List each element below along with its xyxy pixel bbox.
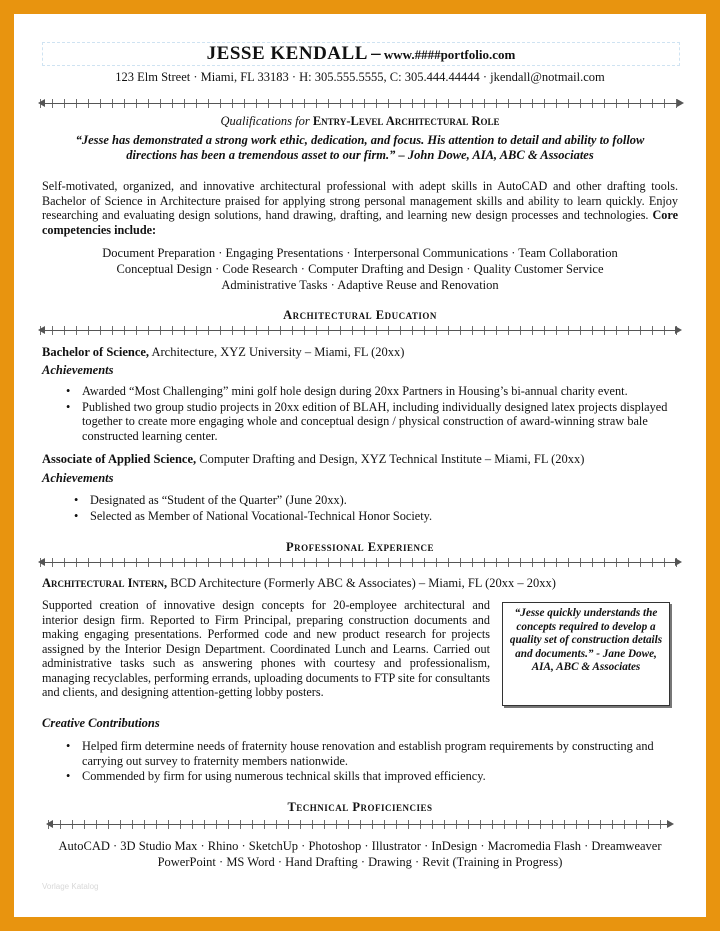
- achievements-label: Achievements: [42, 471, 114, 485]
- watermark: Vorlage Katalog: [42, 882, 99, 891]
- quote-line: directions has been a tremendous asset to our firm.” – John Dowe, AIA, ABC & Associates: [126, 148, 594, 162]
- divider-rule: [40, 558, 680, 567]
- competency-line: Administrative Tasks · Adaptive Reuse and Renovation: [221, 278, 499, 292]
- list-item: • Designated as “Student of the Quarter” (June 20xx).: [70, 493, 670, 508]
- competencies-list: [14, 245, 706, 293]
- technical-heading: Technical Proficiencies: [287, 800, 433, 814]
- list-item: • Helped firm determine needs of fraternity house renovation and establish program requirements by constructing and carrying out survey to fraternity members nationwide.: [62, 739, 672, 768]
- divider-rule: [48, 820, 672, 829]
- summary-text: Self-motivated, organized, and innovative architectural professional with adept skills in AutoCAD and other drafting tools. Bachelor of Science in Architecture praised for applying strong personal management skills and ability to learn quickly. Enjoy researching and evaluating design solutions, hand drawing, drafting, and learning new design processes and technologies.: [42, 179, 678, 222]
- degree-1-details: Architecture, XYZ University – Miami, FL (20xx): [149, 345, 405, 359]
- technical-skills: [14, 838, 706, 870]
- degree-2: [42, 452, 584, 467]
- competency-line: Document Preparation · Engaging Presentations · Interpersonal Communications · Team Collaboration: [102, 246, 618, 260]
- degree-2-achievements: [70, 493, 670, 524]
- qualifications-prefix: Qualifications for: [220, 114, 310, 128]
- core-competencies-label: Core competencies include:: [42, 208, 678, 237]
- job-description: Supported creation of innovative design concepts for 20-employee architectural and interior design firm. Reported to Firm Principal, preparing construction documents and making engaging presentations. Performed code and new product research for projects assigned by the Interior Design Department. Coordinated Lunch and Learns. Carried out administrative tasks such as answering phones with courtesy and professionalism, managing recyclables, performing errands, uploading documents to FTP site for consultants and clients, and designing attention-getting lobby posters.: [42, 598, 490, 699]
- testimonial-box: “Jesse quickly understands the concepts required to develop a quality set of construction details and documents.” - Jane Dowe, AIA, ABC & Associates: [502, 602, 670, 706]
- job-title-line: [42, 576, 556, 591]
- divider-rule: [40, 326, 680, 335]
- list-item: • Awarded “Most Challenging” mini golf hole design during 20xx Partners in Housing’s bi-annual charity event.: [62, 384, 672, 399]
- experience-heading: Professional Experience: [285, 540, 435, 554]
- divider-rule: [40, 99, 682, 108]
- skills-line: PowerPoint · MS Word · Hand Drafting · Drawing · Revit (Training in Progress): [157, 855, 563, 869]
- qualifications-role: Entry-Level Architectural Role: [312, 114, 500, 128]
- degree-2-title: Associate of Applied Science,: [42, 452, 197, 466]
- creative-contributions-label: Creative Contributions: [42, 716, 160, 730]
- qualifications-line: [14, 114, 706, 129]
- portfolio-link[interactable]: www.####portfolio.com: [383, 47, 516, 62]
- list-item: • Published two group studio projects in 20xx edition of BLAH, including individually designed latex projects displayed together to create more engaging whole and conceptual design / physical construction of award-winning straw bale constructed learning center.: [62, 400, 672, 444]
- creative-contributions-list: [62, 739, 672, 785]
- summary-paragraph: [42, 179, 678, 237]
- name-separator: –: [371, 43, 381, 64]
- degree-1-title: Bachelor of Science,: [42, 345, 150, 359]
- quote-line: “Jesse has demonstrated a strong work ethic, dedication, and focus. His attention to detail and ability to follow: [75, 133, 645, 147]
- skills-line: AutoCAD · 3D Studio Max · Rhino · SketchUp · Photoshop · Illustrator · InDesign · Macromedia Flash · Dreamweaver: [58, 839, 662, 853]
- candidate-name: JESSE KENDALL: [206, 43, 368, 64]
- degree-1: [42, 345, 404, 360]
- competency-line: Conceptual Design · Code Research · Computer Drafting and Design · Quality Customer Service: [116, 262, 604, 276]
- name-header: [42, 42, 680, 66]
- job-title: Architectural Intern,: [42, 576, 168, 590]
- degree-2-details: Computer Drafting and Design, XYZ Technical Institute – Miami, FL (20xx): [196, 452, 585, 466]
- contact-info: 123 Elm Street · Miami, FL 33183 · H: 305.555.5555, C: 305.444.44444 · jkendall@notmail.com: [115, 70, 605, 84]
- job-details: BCD Architecture (Formerly ABC & Associates) – Miami, FL (20xx – 20xx): [167, 576, 556, 590]
- resume-page: [14, 14, 706, 917]
- recommendation-quote: [54, 133, 666, 163]
- list-item: • Selected as Member of National Vocational-Technical Honor Society.: [70, 509, 670, 524]
- degree-1-achievements: [62, 384, 672, 444]
- list-item: • Commended by firm for using numerous technical skills that improved efficiency.: [62, 769, 672, 784]
- achievements-label: Achievements: [42, 363, 114, 377]
- education-heading: Architectural Education: [283, 308, 437, 322]
